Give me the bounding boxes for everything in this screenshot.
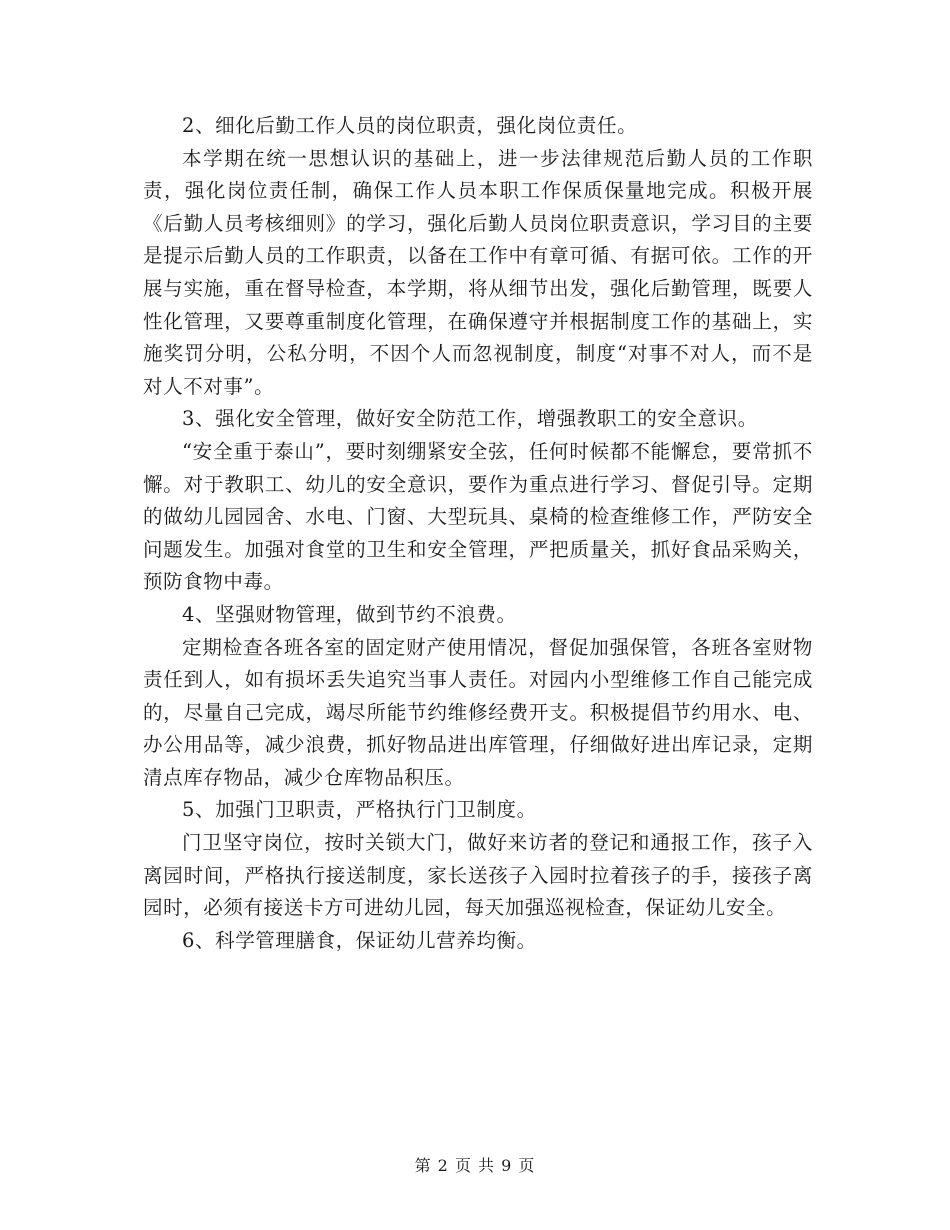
section-heading-4: 4、坚强财物管理，做到节约不浪费。	[182, 602, 517, 626]
body-paragraph-5: 门卫坚守岗位，按时关锁大门，做好来访者的登记和通报工作，孩子入离园时间，严格执行接送制度，家长送孩子入园时拉着孩子的手，接孩子离园时，必须有接送卡方可进幼儿园，每天加强巡视检查，保证幼儿安全。	[143, 831, 813, 920]
page-footer	[0, 1156, 950, 1176]
section-heading-6: 6、科学管理膳食，保证幼儿营养均衡。	[182, 928, 537, 952]
section-heading-2: 2、细化后勤工作人员的岗位职责，强化岗位责任。	[182, 114, 638, 137]
section-heading-3: 3、强化安全管理，做好安全防范工作，增强教职工的安全意识。	[182, 407, 758, 431]
document-body	[143, 110, 813, 957]
page-number-label: 第 2 页 共 9 页	[414, 1156, 536, 1175]
body-paragraph-4: 定期检查各班各室的固定财产使用情况，督促加强保管，各班各室财物责任到人，如有损坏丢失追究当事人责任。对园内小型维修工作自己能完成的，尽量自己完成，竭尽所能节约维修经费开支。积极提倡节约用水、电、办公用品等，减少浪费，抓好物品进出库管理，仔细做好进出库记录，定期清点库存物品，减少仓库物品积压。	[143, 635, 813, 789]
body-paragraph-3: “安全重于泰山”，要时刻绷紧安全弦，任何时候都不能懈怠，要常抓不懈。对于教职工、幼儿的安全意识，要作为重点进行学习、督促引导。定期的做幼儿园园舍、水电、门窗、大型玩具、桌椅的检查维修工作，严防安全问题发生。加强对食堂的卫生和安全管理，严把质量关，抓好食品采购关，预防食物中毒。	[143, 439, 813, 594]
section-heading-5: 5、加强门卫职责，严格执行门卫制度。	[182, 798, 537, 822]
body-paragraph-2: 本学期在统一思想认识的基础上，进一步法律规范后勤人员的工作职责，强化岗位责任制，确保工作人员本职工作保质保量地完成。积极开展《后勤人员考核细则》的学习，强化后勤人员岗位职责意识，学习目的主要是提示后勤人员的工作职责，以备在工作中有章可循、有据可依。工作的开展与实施，重在督导检查，本学期，将从细节出发，强化后勤管理，既要人性化管理，又要尊重制度化管理，在确保遵守并根据制度工作的基础上，实施奖罚分明，公私分明，不因个人而忽视制度，制度“对事不对人，而不是对人不对事”。	[143, 146, 813, 398]
